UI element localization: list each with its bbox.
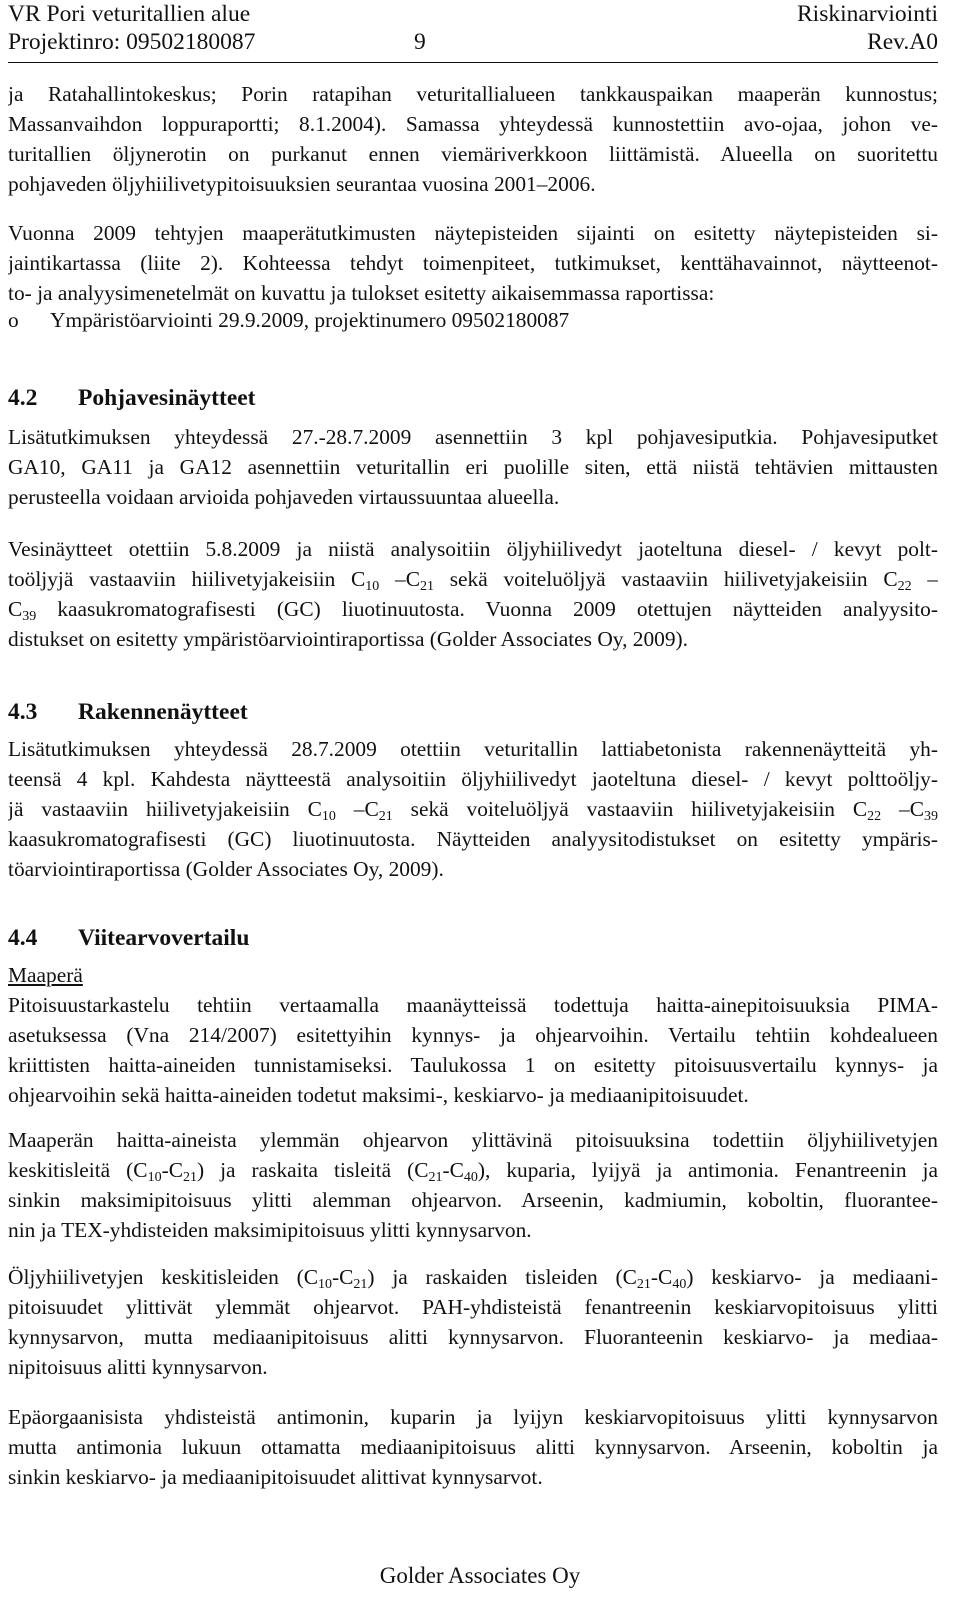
text-line: sinkin maksimipitoisuus ylitti alemman ohjearvon. Arseenin, kadmiumin, koboltin, fluorantee- bbox=[8, 1188, 938, 1212]
text-line: turitallien öljynerotin on purkanut ennen viemäriverkkoon liittämistä. Alueella on suoritettu bbox=[8, 142, 938, 166]
text-line: asetuksessa (Vna 214/2007) esitettyihin kynnys- ja ohjearvoihin. Vertailu tehtiin kohdealueen bbox=[8, 1023, 938, 1047]
soil-subsection bbox=[8, 960, 938, 1110]
text-line: Pitoisuustarkastelu tehtiin vertaamalla maanäytteissä todettuja haitta-ainepitoisuuksia PIMA- bbox=[8, 993, 938, 1017]
text-line: töarviointiraportissa (Golder Associates Oy, 2009). bbox=[8, 857, 444, 881]
inorganic-compounds-paragraph bbox=[8, 1402, 938, 1492]
section-number: 4.2 bbox=[8, 385, 38, 411]
text-line: to- ja analyysimenetelmät on kuvattu ja tulokset esitetty aikaisemmassa raportissa: bbox=[8, 281, 715, 305]
structural-samples-paragraph bbox=[8, 734, 938, 884]
header-project-number: Projektinro: 09502180087 bbox=[8, 29, 256, 55]
text-line: Epäorgaanisista yhdisteistä antimonin, kuparin ja lyijyn keskiarvopitoisuus ylitti kynnysarvon bbox=[8, 1405, 938, 1429]
text-line: teensä 4 kpl. Kahdesta näytteestä analysoitiin öljyhiilivedyt jaoteltuna diesel- / kevyt polttoöljy- bbox=[8, 767, 938, 791]
hydrocarbon-averages-paragraph bbox=[8, 1262, 938, 1382]
section-number: 4.4 bbox=[8, 925, 38, 951]
reference-text: Ympäristöarviointi 29.9.2009, projektinumero 09502180087 bbox=[50, 308, 570, 332]
intro-paragraph bbox=[8, 79, 938, 199]
section-heading-4-2 bbox=[8, 383, 256, 413]
header-page-number: 9 bbox=[414, 29, 426, 55]
subsection-heading-soil: Maaperä bbox=[8, 963, 83, 987]
text-line: pohjaveden öljyhiilivetypitoisuuksien seurantaa vuosina 2001–2006. bbox=[8, 172, 596, 196]
bullet-marker: o bbox=[8, 308, 19, 332]
text-line: Öljyhiilivetyjen keskitisleiden $(C_{10}-C_{21})$ ja raskaiden tisleiden $(C_{21}-C_{40})$ keskiarvo- ja mediaani- bbox=[8, 1265, 938, 1292]
text-line: ohjearvoihin sekä haitta-aineiden todetut maksimi-, keskiarvo- ja mediaanipitoisuudet. bbox=[8, 1083, 749, 1107]
reference-list-item bbox=[8, 305, 569, 335]
text-line: sinkin keskiarvo- ja mediaanipitoisuudet alittivat kynnysarvot. bbox=[8, 1465, 543, 1489]
text-line: perusteella voidaan arvioida pohjaveden virtaussuuntaa alueella. bbox=[8, 485, 560, 509]
text-line: nin ja TEX-yhdisteiden maksimipitoisuus ylitti kynnysarvon. bbox=[8, 1218, 532, 1242]
text-line: $C_{39}$ kaasukromatografisesti (GC) liuotinuutosta. Vuonna 2009 otettujen näytteiden analyysito- bbox=[8, 597, 938, 624]
text-line: distukset on esitetty ympäristöarviointiraportissa (Golder Associates Oy, 2009). bbox=[8, 627, 689, 651]
text-line: GA10, GA11 ja GA12 asennettiin veturitallin eri puolille siten, että niistä tehtävien mittausten bbox=[8, 455, 938, 479]
text-line: mutta antimonia lukuun ottamatta mediaanipitoisuus alitti kynnysarvon. Arseenin, koboltin ja bbox=[8, 1435, 938, 1459]
text-line: kynnysarvon, mutta mediaanipitoisuus alitti kynnysarvon. Fluoranteenin keskiarvo- ja mediaa- bbox=[8, 1325, 938, 1349]
header-revision: Rev.A0 bbox=[867, 29, 938, 55]
text-line: Vuonna 2009 tehtyjen maaperätutkimusten näytepisteiden sijainti on esitetty näytepisteiden si- bbox=[8, 221, 938, 245]
header-project-name: VR Pori veturitallien alue bbox=[8, 1, 251, 27]
text-line: Massanvaihdon loppuraportti; 8.1.2004). Samassa yhteydessä kunnostettiin avo-ojaa, johon ve- bbox=[8, 112, 938, 136]
text-line: jä vastaaviin hiilivetyjakeisiin $C_{10}$ $-C_{21}$ sekä voiteluöljyä vastaaviin hiilivetyjakeisiin $C_{22}$ $-C_{39}$ bbox=[8, 797, 938, 824]
water-samples-paragraph bbox=[8, 534, 938, 654]
section-title: Rakennenäytteet bbox=[78, 699, 248, 725]
section-title: Viitearvovertailu bbox=[78, 925, 250, 951]
text-line: toöljyjä vastaaviin hiilivetyjakeisiin $C_{10}$ $-C_{21}$ sekä voiteluöljyä vastaaviin hiilivetyjakeisiin $C_{22}$ – bbox=[8, 567, 938, 594]
text-line: Lisätutkimuksen yhteydessä 27.-28.7.2009 asennettiin 3 kpl pohjavesiputkia. Pohjavesiputket bbox=[8, 425, 938, 449]
section-heading-4-3 bbox=[8, 697, 248, 727]
text-line: pitoisuudet ylittivät ylemmät ohjearvot. PAH-yhdisteistä fenantreenin keskiarvopitoisuus ylitti bbox=[8, 1295, 938, 1319]
text-line: kriittisten haitta-aineiden tunnistamiseksi. Taulukossa 1 on esitetty pitoisuusvertailu kynnys- ja bbox=[8, 1053, 938, 1077]
text-line: Maaperän haitta-aineista ylemmän ohjearvon ylittävinä pitoisuuksina todettiin öljyhiilivetyjen bbox=[8, 1128, 938, 1152]
sampling-points-paragraph bbox=[8, 218, 938, 308]
soil-contaminants-paragraph bbox=[8, 1125, 938, 1245]
text-line: jaintikartassa (liite 2). Kohteessa tehdyt toimenpiteet, tutkimukset, kenttähavainnot, näytteenot- bbox=[8, 251, 938, 275]
header-document-type: Riskinarviointi bbox=[797, 1, 938, 27]
text-line: Vesinäytteet otettiin 5.8.2009 ja niistä analysoitiin öljyhiilivedyt jaoteltuna diesel- / kevyt polt- bbox=[8, 537, 938, 561]
page-footer: Golder Associates Oy bbox=[379, 1563, 581, 1588]
text-line: Lisätutkimuksen yhteydessä 28.7.2009 otettiin veturitallin lattiabetonista rakennenäytteitä yh- bbox=[8, 737, 938, 761]
groundwater-wells-paragraph bbox=[8, 422, 938, 512]
header-divider bbox=[8, 62, 938, 63]
text-line: ja Ratahallintokeskus; Porin ratapihan veturitallialueen tankkauspaikan maaperän kunnostus; bbox=[8, 82, 938, 106]
section-number: 4.3 bbox=[8, 699, 38, 725]
section-heading-4-4 bbox=[8, 923, 249, 953]
text-line: nipitoisuus alitti kynnysarvon. bbox=[8, 1355, 268, 1379]
text-line: kaasukromatografisesti (GC) liuotinuutosta. Näytteiden analyysitodistukset on esitetty ympäris- bbox=[8, 827, 938, 851]
text-line: keskitisleitä $(C_{10}-C_{21})$ ja raskaita tisleitä $(C_{21}-C_{40})$, kuparia, lyijyä ja antimonia. Fenantreenin ja bbox=[8, 1158, 938, 1185]
section-title: Pohjavesinäytteet bbox=[78, 385, 256, 411]
